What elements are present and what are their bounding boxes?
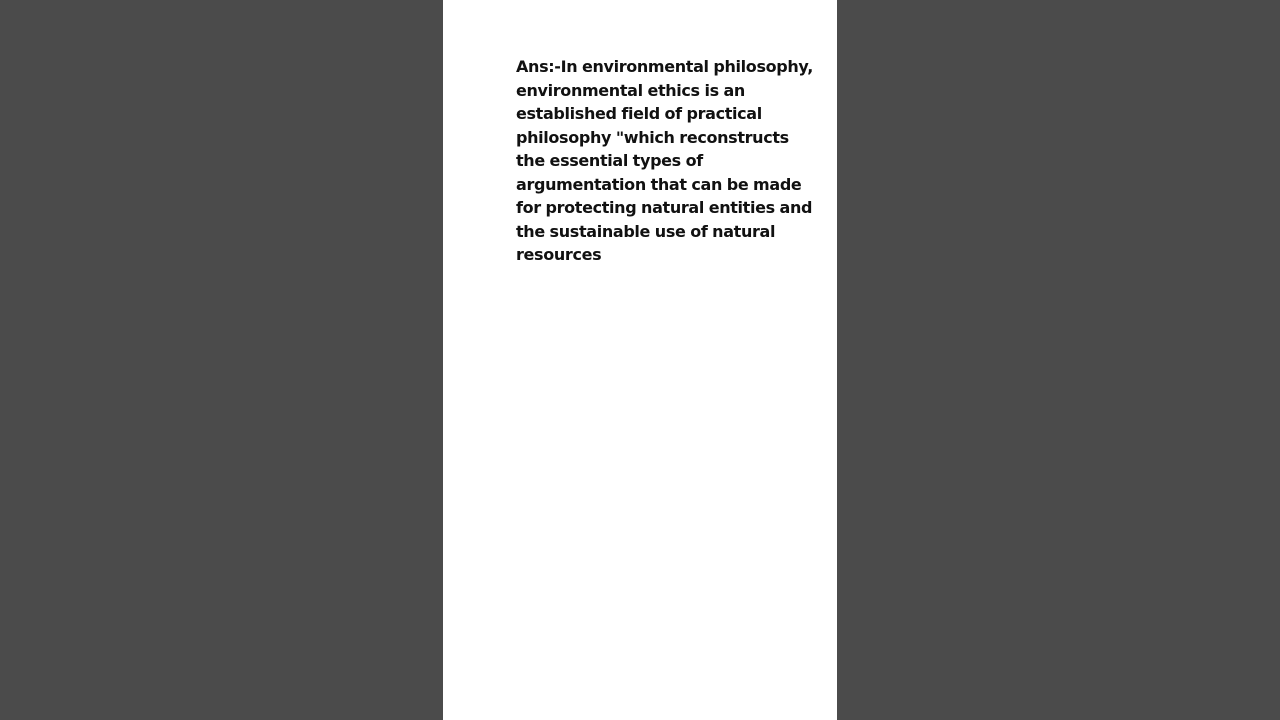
document-page <box>443 0 837 720</box>
answer-paragraph: Ans:-In environmental philosophy, environmental ethics is an established field of practical philosophy "which reconstructs the essential types of argumentation that can be made for protecting natural entities and the sustainable use of natural resources <box>516 57 813 264</box>
